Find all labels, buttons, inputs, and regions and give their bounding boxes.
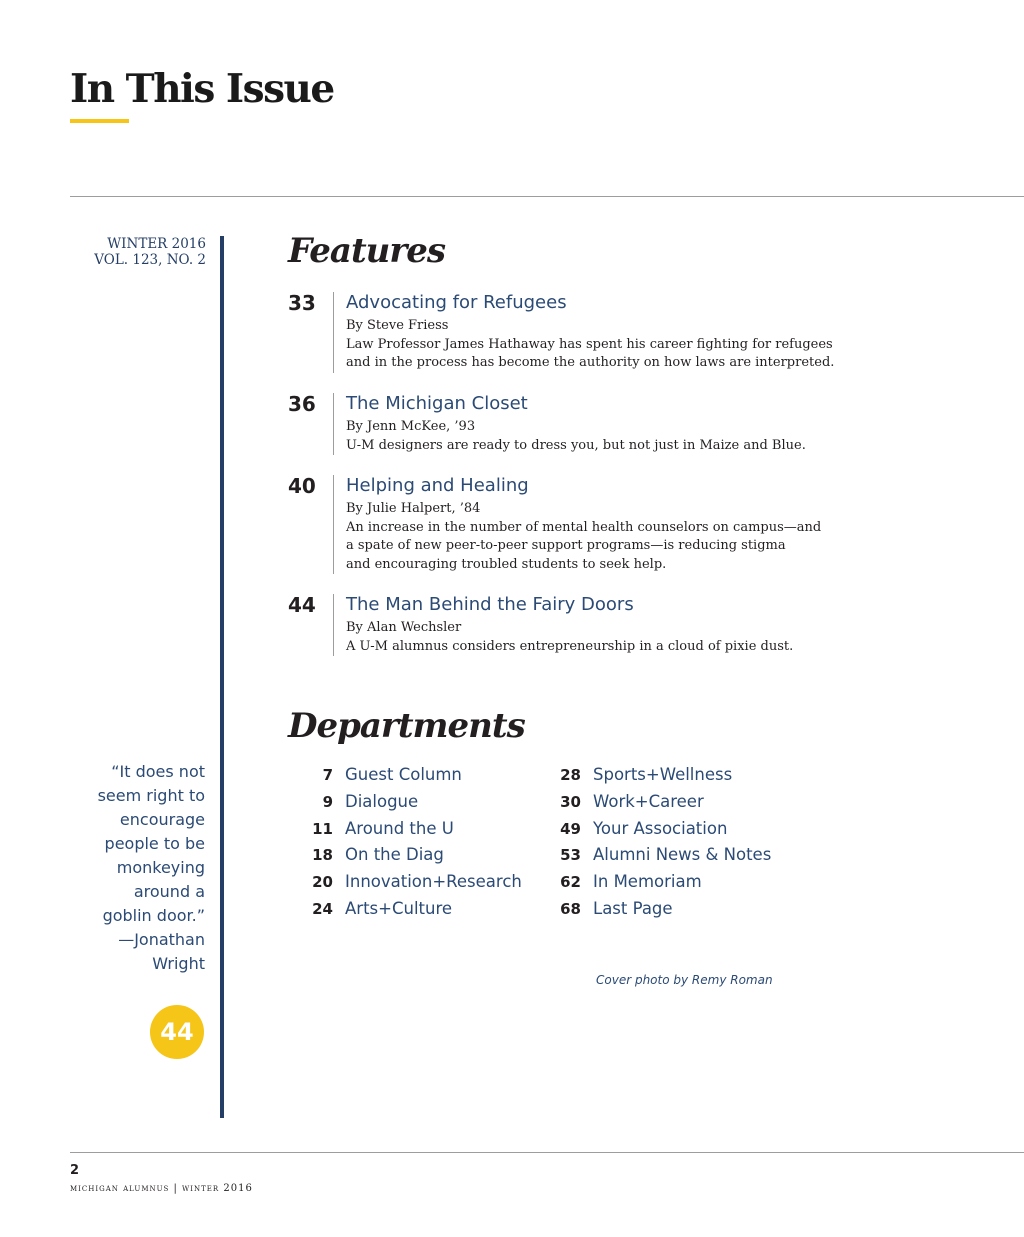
department-page-number: 49 [560, 819, 581, 838]
department-label[interactable]: In Memoriam [593, 872, 702, 892]
feature-byline: By Jenn McKee, ’93 [346, 419, 476, 434]
department-label[interactable]: Work+Career [593, 791, 704, 811]
feature-title[interactable]: The Michigan Closet [346, 393, 528, 414]
feature-description: A U-M alumnus considers entrepreneurship in a cloud of pixie dust. [346, 638, 794, 654]
department-item[interactable] [548, 792, 771, 819]
bottom-divider [70, 1152, 1024, 1153]
departments-left-column [300, 765, 522, 926]
feature-byline: By Julie Halpert, ’84 [346, 501, 481, 516]
feature-description: U-M designers are ready to dress you, but not just in Maize and Blue. [346, 437, 806, 453]
department-label[interactable]: Around the U [345, 818, 454, 838]
department-label[interactable]: Guest Column [345, 765, 462, 784]
department-item[interactable] [548, 765, 771, 792]
department-page-number: 24 [312, 899, 333, 918]
department-item[interactable] [548, 872, 771, 899]
top-divider [70, 196, 1024, 197]
feature-page-number: 36 [288, 392, 316, 416]
department-page-number: 62 [560, 873, 581, 892]
feature-page-number: 33 [288, 291, 316, 315]
feature-description: Law Professor James Hathaway has spent his career fighting for refugees and in the process has become the authority on how laws are interpreted. [346, 336, 835, 370]
department-item[interactable] [548, 845, 771, 872]
issue-season: WINTER 2016 [107, 236, 206, 252]
department-page-number: 30 [560, 792, 581, 811]
feature-byline: By Steve Friess [346, 318, 449, 333]
department-item[interactable] [548, 819, 771, 846]
page-title: In This Issue [70, 66, 334, 112]
cover-credit: Cover photo by Remy Roman [596, 973, 773, 987]
department-item[interactable] [300, 872, 522, 899]
feature-title[interactable]: The Man Behind the Fairy Doors [346, 594, 634, 615]
department-item[interactable] [300, 845, 522, 872]
department-page-number: 9 [322, 792, 333, 811]
department-label[interactable]: Sports+Wellness [593, 765, 733, 784]
department-label[interactable]: Alumni News & Notes [593, 845, 772, 865]
feature-body [333, 475, 846, 574]
feature-title[interactable]: Advocating for Refugees [346, 292, 567, 313]
features-heading: Features [288, 231, 446, 271]
page-badge[interactable]: 44 [150, 1005, 204, 1059]
department-label[interactable]: Dialogue [345, 791, 419, 811]
feature-description: An increase in the number of mental health counselors on campus—and a spate of new peer-to-peer support programs—is reducing stigma and encouraging troubled students to seek help. [346, 519, 822, 572]
department-page-number: 18 [312, 846, 333, 865]
running-footer: michigan alumnus | winter 2016 [70, 1183, 253, 1194]
folio-page-number: 2 [70, 1163, 80, 1178]
department-page-number: 68 [560, 899, 581, 918]
feature-body [333, 393, 846, 455]
feature-page-number: 40 [288, 474, 316, 498]
department-page-number: 20 [312, 873, 333, 892]
department-label[interactable]: Your Association [593, 818, 728, 838]
department-page-number: 7 [322, 766, 333, 784]
department-item[interactable] [300, 819, 522, 846]
issue-volume: VOL. 123, NO. 2 [94, 252, 206, 268]
feature-byline: By Alan Wechsler [346, 620, 462, 635]
department-label[interactable]: On the Diag [345, 845, 444, 865]
title-underline [70, 119, 129, 123]
department-item[interactable] [548, 899, 771, 926]
department-label[interactable]: Innovation+Research [345, 872, 522, 892]
departments-right-column [548, 765, 771, 926]
department-label[interactable]: Last Page [593, 898, 673, 918]
departments-heading: Departments [288, 706, 525, 746]
feature-page-number: 44 [288, 593, 316, 617]
feature-body [333, 292, 846, 373]
feature-title[interactable]: Helping and Healing [346, 475, 529, 496]
department-item[interactable] [300, 899, 522, 926]
feature-body [333, 594, 846, 656]
issue-meta [70, 236, 206, 268]
department-page-number: 53 [560, 846, 581, 865]
department-item[interactable] [300, 765, 522, 792]
department-item[interactable] [300, 792, 522, 819]
department-label[interactable]: Arts+Culture [345, 898, 453, 918]
pull-quote: “It does not seem right to encourage people to be monkeying around a goblin door.” —Jonathan Wright [97, 762, 205, 973]
department-page-number: 28 [560, 766, 581, 784]
vertical-rule [220, 236, 224, 1118]
department-page-number: 11 [312, 819, 333, 838]
